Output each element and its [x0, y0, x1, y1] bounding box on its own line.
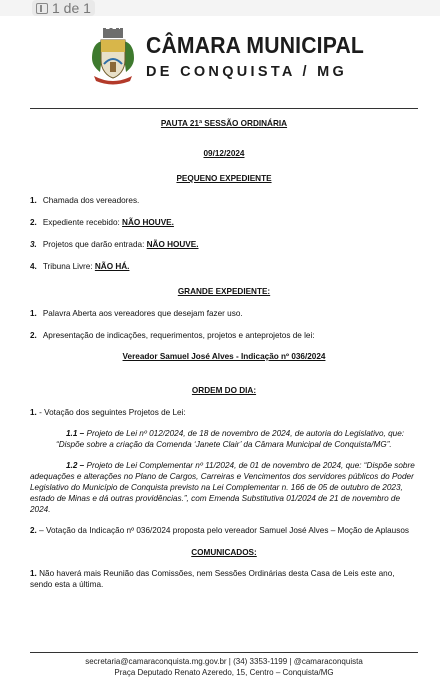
list-item: 1. Não haverá mais Reunião das Comissões, nem Sessões Ordinárias desta Casa de Leis este ano, sendo esta a última. [30, 569, 395, 589]
list-item: 3. Projetos que darão entrada: NÃO HOUVE. [30, 240, 199, 249]
coat-of-arms-logo [90, 28, 136, 86]
page-indicator-text: 1 de 1 [52, 0, 91, 16]
projeto-lei-1-1: 1.1 – Projeto de Lei nº 012/2024, de 18 de novembro de 2024, de autoria do Legislativo, que: “Dispõe sobre a criação da Comenda ‘Janete Clair’ da Câmara Municipal de Conquista/MG”. [56, 429, 405, 449]
projeto-lei-1-2: 1.2 – Projeto de Lei Complementar nº 11/2024, de 01 de novembro de 2024, que: “Dispõe sobre adequações e alterações no Plano de Cargos, Carreiras e Vencimentos dos servidores públicos do Poder Legislativo do Município de Conquista previsto na Lei Complementar n. 166 de 05 de outubro de 2023, estado de Minas e dá outras providências.”, com Emenda Substitutiva 01/2024 de 21 de novembro de 2024. [30, 461, 415, 514]
vereador-indicacao: Vereador Samuel José Alves - Indicação nº 036/2024 [122, 352, 326, 361]
sidebar-toggle-icon[interactable] [36, 3, 48, 14]
section-pequeno-expediente: PEQUENO EXPEDIENTE [176, 174, 272, 183]
org-name: CÂMARA MUNICIPAL [146, 32, 365, 58]
pdf-viewer-bar [0, 0, 440, 16]
list-item: 1. Palavra Aberta aos vereadores que desejam fazer uso. [30, 309, 243, 318]
page-indicator[interactable] [32, 0, 95, 16]
ordem-item-2: 2. – Votação da Indicação nº 036/2024 proposta pelo vereador Samuel José Alves – Moção de Aplausos [30, 526, 409, 535]
letterhead [0, 20, 440, 110]
footer [30, 656, 418, 678]
doc-date: 09/12/2024 [203, 149, 245, 158]
list-item: 1. Chamada dos vereadores. [30, 196, 140, 205]
list-item: 2. Apresentação de indicações, requerimentos, projetos e anteprojetos de lei: [30, 331, 315, 340]
status-value: NÃO HOUVE. [146, 240, 199, 249]
doc-title: PAUTA 21ª SESSÃO ORDINÁRIA [160, 119, 288, 128]
section-ordem-do-dia: ORDEM DO DIA: [191, 386, 257, 395]
list-item: 2. Expediente recebido: NÃO HOUVE. [30, 218, 174, 227]
org-subtitle: DE CONQUISTA / MG [146, 64, 348, 80]
footer-address: Praça Deputado Renato Azeredo, 15, Centro – Conquista/MG [114, 668, 334, 677]
header-divider [30, 108, 418, 109]
section-comunicados: COMUNICADOS: [191, 548, 257, 557]
footer-divider [30, 652, 418, 653]
section-grande-expediente: GRANDE EXPEDIENTE: [177, 287, 271, 296]
list-item: 4. Tribuna Livre: NÃO HÁ. [30, 262, 130, 271]
footer-contact: secretaria@camaraconquista.mg.gov.br | (34) 3353-1199 | @camaraconquista [85, 657, 363, 666]
ordem-intro: 1. - Votação dos seguintes Projetos de Lei: [30, 408, 186, 417]
status-value: NÃO HÁ. [94, 262, 130, 271]
status-value: NÃO HOUVE. [122, 218, 174, 227]
document-body [30, 118, 418, 590]
